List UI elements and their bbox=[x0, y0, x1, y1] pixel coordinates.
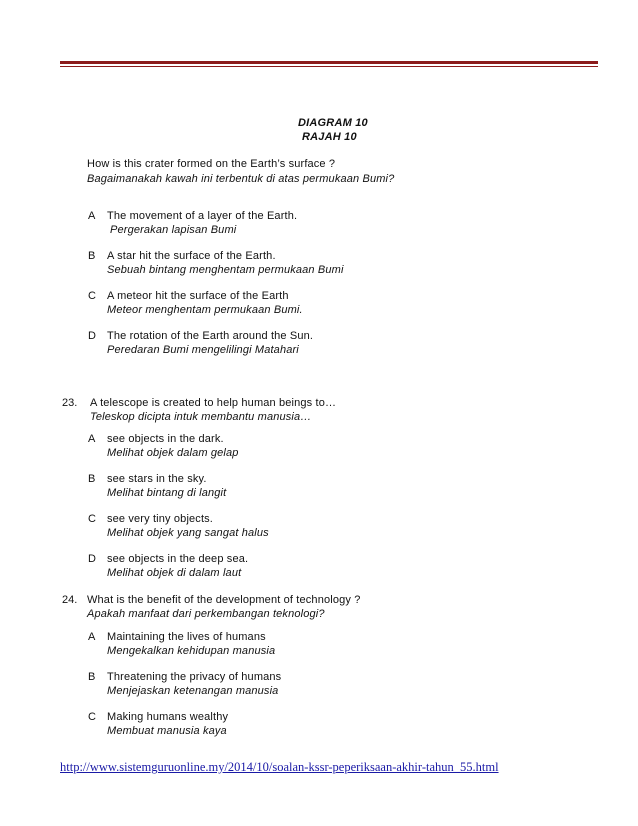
option-letter: B bbox=[88, 671, 96, 683]
option-text-ms: Mengekalkan kehidupan manusia bbox=[107, 645, 276, 657]
question-number: 23. bbox=[62, 397, 78, 409]
option-letter: C bbox=[88, 513, 96, 525]
option-text-ms: Melihat objek di dalam laut bbox=[107, 567, 242, 579]
option-letter: C bbox=[88, 290, 96, 302]
question-number: 24. bbox=[62, 594, 78, 606]
option-text-ms: Menjejaskan ketenangan manusia bbox=[107, 685, 279, 697]
option-letter: C bbox=[88, 711, 96, 723]
option-text-ms: Melihat bintang di langit bbox=[107, 487, 227, 499]
option-letter: B bbox=[88, 250, 96, 262]
option-text-en: Making humans wealthy bbox=[107, 711, 229, 723]
option-text-en: A meteor hit the surface of the Earth bbox=[107, 290, 289, 302]
question-text-en: How is this crater formed on the Earth’s surface ? bbox=[87, 158, 336, 170]
option-letter: A bbox=[88, 631, 96, 643]
header-rule-thin bbox=[60, 66, 598, 67]
option-text-en: see stars in the sky. bbox=[107, 473, 207, 485]
diagram-caption: DIAGRAM 10 bbox=[298, 117, 368, 129]
option-text-en: A star hit the surface of the Earth. bbox=[107, 250, 276, 262]
option-text-en: Maintaining the lives of humans bbox=[107, 631, 266, 643]
rajah-caption: RAJAH 10 bbox=[302, 131, 357, 143]
question-text-en: What is the benefit of the development of technology ? bbox=[87, 594, 361, 606]
option-text-ms: Sebuah bintang menghentam permukaan Bumi bbox=[107, 264, 344, 276]
question-text-en: A telescope is created to help human beings to… bbox=[90, 397, 337, 409]
header-rule-thick bbox=[60, 61, 598, 64]
option-text-ms: Membuat manusia kaya bbox=[107, 725, 227, 737]
option-text-en: The rotation of the Earth around the Sun. bbox=[107, 330, 314, 342]
option-text-en: see objects in the deep sea. bbox=[107, 553, 249, 565]
question-text-ms: Apakah manfaat dari perkembangan teknologi? bbox=[87, 608, 325, 620]
option-text-en: Threatening the privacy of humans bbox=[107, 671, 282, 683]
option-text-ms: Peredaran Bumi mengelilingi Matahari bbox=[107, 344, 299, 356]
question-text-ms: Bagaimanakah kawah ini terbentuk di atas permukaan Bumi? bbox=[87, 173, 395, 185]
option-letter: A bbox=[88, 210, 96, 222]
option-text-en: see very tiny objects. bbox=[107, 513, 214, 525]
option-text-en: see objects in the dark. bbox=[107, 433, 224, 445]
option-text-ms: Meteor menghentam permukaan Bumi. bbox=[107, 304, 303, 316]
option-letter: D bbox=[88, 330, 96, 342]
option-letter: D bbox=[88, 553, 96, 565]
option-letter: B bbox=[88, 473, 96, 485]
option-text-ms: Melihat objek dalam gelap bbox=[107, 447, 239, 459]
question-text-ms: Teleskop dicipta intuk membantu manusia… bbox=[90, 411, 312, 423]
option-text-ms: Melihat objek yang sangat halus bbox=[107, 527, 269, 539]
source-url-link[interactable]: http://www.sistemguruonline.my/2014/10/soalan-kssr-peperiksaan-akhir-tahun_55.html bbox=[60, 760, 499, 774]
option-text-en: The movement of a layer of the Earth. bbox=[107, 210, 298, 222]
option-letter: A bbox=[88, 433, 96, 445]
option-text-ms: Pergerakan lapisan Bumi bbox=[110, 224, 237, 236]
